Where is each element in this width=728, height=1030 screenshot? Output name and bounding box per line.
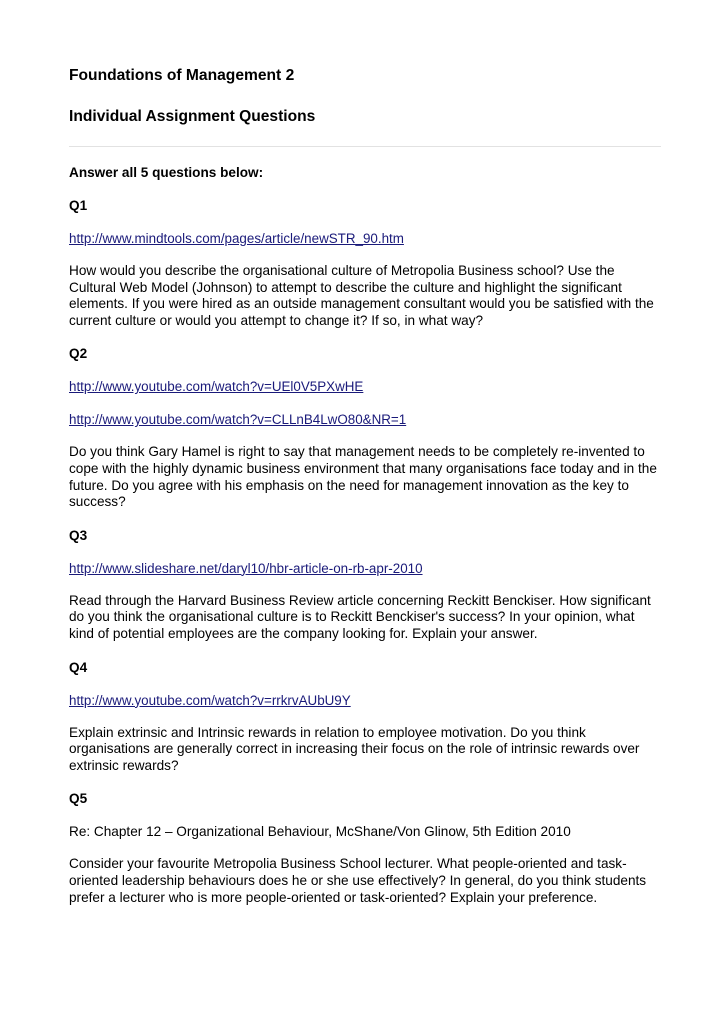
header-divider xyxy=(69,146,661,147)
question-link-q3[interactable]: http://www.slideshare.net/daryl10/hbr-article-on-rb-apr-2010 xyxy=(69,560,423,576)
question-label-q3: Q3 xyxy=(69,527,88,543)
question-link-q1[interactable]: http://www.mindtools.com/pages/article/newSTR_90.htm xyxy=(69,231,404,246)
question-text-q2: Do you think Gary Hamel is right to say that management needs to be completely re-invented to cope with the highly dynamic business environment that many organisations face today and in the future. Do you agree with his emphasis on the need for management innovation as the key to success? xyxy=(69,444,657,510)
question-reference-q5: Re: Chapter 12 – Organizational Behaviour, McShane/Von Glinow, 5th Edition 2010 xyxy=(69,824,571,840)
question-text-q5: Consider your favourite Metropolia Business School lecturer. What people-oriented and task-oriented leadership behaviours does he or she use effectively? In general, do you think students prefer a lecturer who is more people-oriented or task-oriented? Explain your preference. xyxy=(69,856,647,905)
question-label-q1: Q1 xyxy=(69,198,88,213)
question-text-q3: Read through the Harvard Business Review article concerning Reckitt Benckiser. How significant do you think the organisational culture is to Reckitt Benckiser's success? In your opinion, what kind of potential employees are the company looking for. Explain your answer. xyxy=(69,592,651,641)
document-title: Foundations of Management 2 xyxy=(69,67,295,84)
question-label-q5: Q5 xyxy=(69,791,88,807)
question-link-q2-1[interactable]: http://www.youtube.com/watch?v=UEl0V5PXwHE xyxy=(69,379,364,395)
question-text-q1: How would you describe the organisational culture of Metropolia Business school? Use the Cultural Web Model (Johnson) to attempt to describe the culture and highlight the significant elements. If you were hired as an outside management consultant would you be satisfied with the current culture or would you attempt to change it? If so, in what way? xyxy=(69,263,654,328)
question-label-q2: Q2 xyxy=(69,346,88,362)
document-page xyxy=(69,66,661,906)
question-link-q2-2[interactable]: http://www.youtube.com/watch?v=CLLnB4LwO80&NR=1 xyxy=(69,412,407,428)
instructions-text: Answer all 5 questions below: xyxy=(69,165,264,180)
question-text-q4: Explain extrinsic and Intrinsic rewards in relation to employee motivation. Do you think organisations are generally correct in increasing their focus on the role of intrinsic rewards over extrinsic rewards? xyxy=(69,724,640,773)
document-subtitle: Individual Assignment Questions xyxy=(69,108,316,125)
question-link-q4[interactable]: http://www.youtube.com/watch?v=rrkrvAUbU9Y xyxy=(69,692,351,708)
question-label-q4: Q4 xyxy=(69,659,88,675)
